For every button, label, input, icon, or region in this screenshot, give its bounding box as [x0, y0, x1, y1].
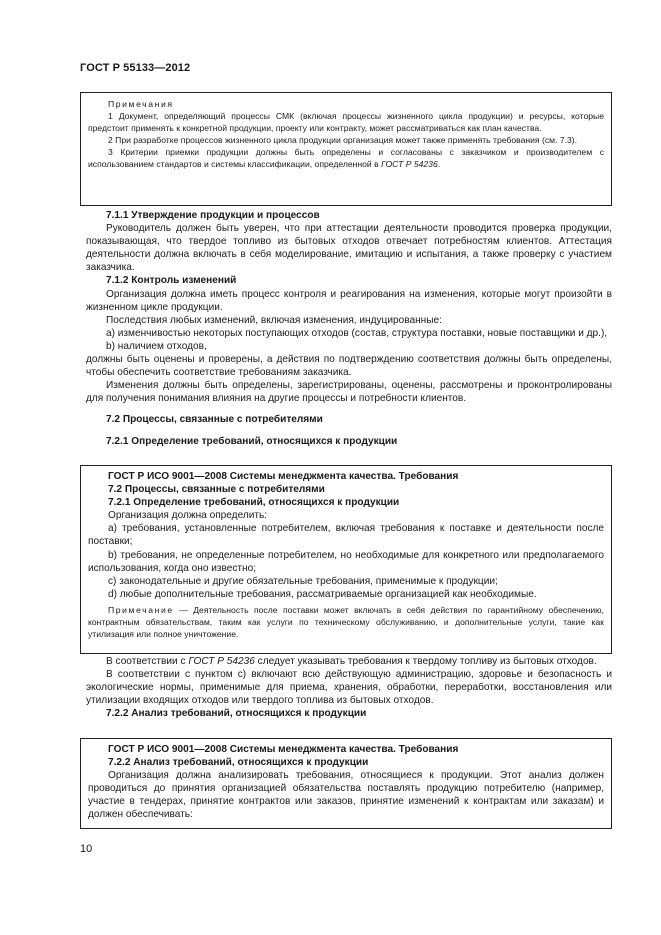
section-712-heading: 7.1.2 Контроль изменений [106, 275, 237, 287]
section-712-paragraph-4: Изменения должны быть определены, зарегистрированы, оценены, рассмотрены и проконтролированы для получения понимания влияния на другие процессы и потребности клиентов. [86, 380, 612, 405]
box3-standard-title: ГОСТ Р ИСО 9001—2008 Системы менеджмента качества. Требования [108, 744, 459, 755]
box2-section-72: 7.2 Процессы, связанные с потребителями [108, 484, 325, 496]
section-712-paragraph-2: Последствия любых изменений, включая изменения, индуцированные: [106, 314, 442, 326]
standard-quote-box-722 [80, 738, 612, 829]
after-box2-paragraph-1 [86, 655, 612, 668]
notes-box [80, 92, 612, 206]
after-box2-p1-start: В соответствии с [106, 656, 189, 667]
notes-title: Примечания [108, 99, 174, 109]
section-712-paragraph-1: Организация должна иметь процесс контроля и реагирования на изменения, которые могут произойти в жизненном цикле продукции. [86, 288, 612, 313]
box2-item-d: d) любые дополнительные требования, рассматриваемые организацией как необходимые. [108, 588, 537, 600]
section-711-heading: 7.1.1 Утверждение продукции и процессов [106, 210, 320, 221]
section-722-heading: 7.2.2 Анализ требований, относящихся к продукции [106, 708, 367, 720]
section-711-paragraph: Руководитель должен быть уверен, что при аттестации деятельности проводится проверка продукции, показывающая, что твердое топливо из бытовых отходов отвечает потребностям клиентов. Аттестация деятельности должна включать в себя моделирование, имитацию и испытания, а также проверку с участием заказчика. [86, 223, 612, 274]
section-712-item-a: а) изменчивостью некоторых поступающих отходов (состав, структура поставки, новые поставщики и др.), [106, 327, 608, 339]
note-item-3-end: . [437, 159, 441, 170]
note-item-3-reference: ГОСТ Р 54236 [381, 159, 438, 170]
main-text-section-1 [86, 209, 612, 448]
section-712-item-b: b) наличием отходов, [106, 340, 207, 352]
section-721-heading: 7.2.1 Определение требований, относящихся к продукции [106, 435, 398, 447]
box2-standard-title: ГОСТ Р ИСО 9001—2008 Системы менеджмента качества. Требования [108, 471, 459, 482]
note-item-1: 1 Документ, определяющий процессы СМК (включая процессы жизненного цикла продукции) и ресурсы, которые предстоит применять к конкретной продукции, проекту или контракту, может рассматриваться как план качества. [88, 111, 604, 134]
section-72-heading: 7.2 Процессы, связанные с потребителями [106, 414, 323, 426]
after-box2-p1-reference: ГОСТ Р 54236 [188, 656, 255, 667]
document-header: ГОСТ Р 55133—2012 [80, 62, 191, 74]
after-box2-p1-end: следует указывать требования к твердому топливу из бытовых отходов. [254, 656, 597, 667]
note-item-2: 2 При разработке процессов жизненного цикла продукции организация может также применять требования (см. 7.3). [108, 135, 578, 146]
box2-paragraph: Организация должна определить: [108, 510, 268, 522]
box2-item-c: с) законодательные и другие обязательные требования, применимые к продукции; [108, 575, 498, 587]
box3-section-722: 7.2.2 Анализ требований, относящихся к продукции [108, 757, 369, 769]
box2-item-b: b) требования, не определенные потребителем, но необходимые для конкретного или предполагаемого использования, когда оно известно; [88, 549, 604, 574]
box2-note-text: — Деятельность после поставки может включать в себя действия по гарантийному обеспечению, контрактным обязательствам, таким как услуги по техническому обслуживанию, и дополнительные услуги, такие как утилизация или полное уничтожение. [88, 604, 604, 640]
box2-item-a: а) требования, установленные потребителем, включая требования к поставке и деятельности после поставки; [88, 523, 604, 548]
box2-note-label: Примечание [108, 604, 174, 615]
standard-quote-box-721 [80, 465, 612, 654]
box3-paragraph: Организация должна анализировать требования, относящиеся к продукции. Этот анализ должен проводиться до принятия организацией обязательства поставлять продукцию потребителю (например, участие в тендерах, принятие контрактов или заказов, принятие изменений к контрактам или заказам) и должен обеспечивать: [88, 770, 604, 821]
note-item-3 [88, 146, 604, 170]
box2-section-721: 7.2.1 Определение требований, относящихся к продукции [108, 497, 400, 509]
note-item-3-text: 3 Критерии приемки продукции должны быть определены и согласованы с заказчиком и производителем с использованием стандартов и системы классификации, определенной в [88, 147, 604, 170]
page-number: 10 [80, 843, 93, 855]
after-box2-paragraph-2: В соответствии с пунктом с) включают всю действующую администрацию, здоровье и безопасность и экологические нормы, применимые для приема, хранения, обработки, переработки, восстановления или утилизации входящих отходов или твердого топлива из бытовых отходов. [86, 669, 612, 707]
section-712-paragraph-3: должны быть оценены и проверены, а действия по подтверждению соответствия должны быть определены, чтобы обеспечить соответствие требованиям заказчика. [86, 354, 612, 379]
main-text-section-2 [86, 655, 612, 720]
box2-note [88, 604, 604, 640]
